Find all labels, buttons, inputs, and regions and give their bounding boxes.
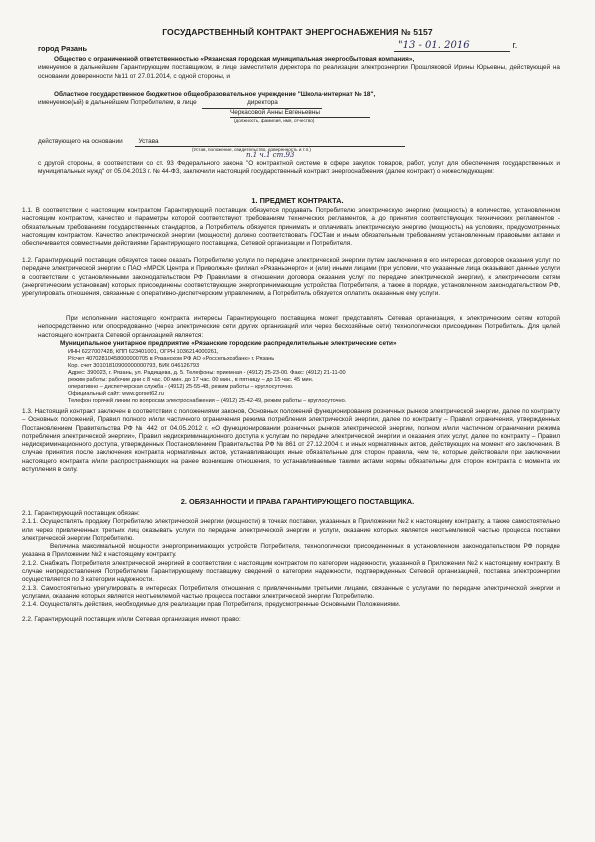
clause-2-1: 2.1. Гарантирующий поставщик обязан: <box>22 510 140 517</box>
supplier-text: именуемое в дальнейшем Гарантирующим поставщиком, в лице заместителя директора по реализации электроэнергии Прошляковой Ирины Юрьевны, действующей на основании доверенности №11 от 27.01.2014, с одной стороны, и <box>38 64 560 80</box>
clause-2-1-1: 2.1.1. Осуществлять продажу Потребителю электрической энергии (мощности) в точках поставки, указанных в Приложении №2 к настоящему контракту, а также самостоятельно или через привлеченных третьих лиц оказывать услуги по передаче электрической энергии и услуги, оказание которых является неотъемлемой частью процесса поставки электрической энергии Потребителю. <box>22 518 560 542</box>
info-line: Р/счет 40702810458000000705 в Рязанском РФ АО «Россельхозбанк» г. Рязань <box>68 356 275 362</box>
info-line: режим работы: рабочие дни с 8 час. 00 мин. до 17 час. 00 мин., в пятницу – до 15 час. 45 мин. <box>68 377 314 383</box>
info-line: оперативно – диспетчерская служба - (4912) 25-55-48, режим работы – круглосуточно. <box>68 384 294 390</box>
info-line: Кор. счет 30101810900000000793, БИК 046126793 <box>68 363 200 369</box>
section2-body <box>22 510 560 624</box>
intro-paragraph <box>38 160 560 177</box>
info-line: Официальный сайт: www.gorset62.ru <box>68 391 164 397</box>
consumer-position: директора <box>202 99 322 108</box>
section1-heading: 1. ПРЕДМЕТ КОНТРАКТА. <box>251 196 344 205</box>
city-label: город Рязань <box>38 44 88 53</box>
section2-heading: 2. ОБЯЗАННОСТИ И ПРАВА ГАРАНТИРУЮЩЕГО ПОСТАВЩИКА. <box>180 497 415 506</box>
consumer-text-prefix: именуемое(ый) в дальнейшем Потребителем, в лице <box>38 99 197 107</box>
clause-2-2: 2.2. Гарантирующий поставщик и/или Сетевая организация имеют право: <box>22 615 241 623</box>
caption-position: (должность, фамилия, имя, отчество) <box>234 117 315 123</box>
clause-1-1-text: 1.1. В соответствии с настоящим контрактом Гарантирующий поставщик обязуется продавать Потребителю электрическую энергию (мощность) в количестве, установленном настоящим контрактом, качество и параметры которой соответствуют требованиям технических регламентов, а до принятия соответствующих технических регламентов - обязательным требованиям государственных стандартов, а Потребитель обязуется принимать и оплачивать электрическую энергию (мощность) на условиях, предусмотренных настоящим контрактом. Качество электрической энергии (мощности) должно соответствовать ГОСТам и иным обязательным требованиям установленным правовыми актами и обеспечивается совместными действиями Гарантирующего поставщика, Сетевой организации и Потребителя. <box>22 207 560 248</box>
network-org-name: Муниципальное унитарное предприятие «Рязанские городские распределительные электрические сети» <box>60 340 397 347</box>
clause-1-3-text: 1.3. Настоящий контракт заключен в соответствии с положениями законов, Основных положений функционирования розничных рынков электрической энергии, далее по контракту – Основных положений, Правил полного и/или частичного ограничения режима потребления электрической энергии, далее по контракту – Правил ограничения, утвержденных Постановлением Правительства РФ № 442 от 04.05.2012 г. «О функционировании розничных рынков электрической энергии, полном и/или частичном ограничении режима потребления электрической энергии», Правил недискриминационного доступа к услугам по передаче электрической энергии и оказания этих услуг, далее по контракту – Правил недискриминационного доступа, утвержденных Постановлением Правительства РФ № 861 от 27.12.2004 г. и иных нормативных актов, действующих на момент его заключения. В случае принятия после заключения контракта нормативных актов, устанавливающих иные обязательные для сторон правила, чем те, которые действовали при заключении настоящего контракта и/или распространяющих на ранее возникшие отношения, то устанавливаемые такими актами нормы обязательны для сторон контракта с момента их вступления в силу. <box>22 408 560 474</box>
clause-1-1 <box>22 207 560 248</box>
date-suffix: г. <box>512 40 518 50</box>
clause-1-3 <box>22 408 560 474</box>
consumer-party <box>38 91 560 123</box>
contract-date <box>394 40 517 52</box>
handwritten-note: п.1 ч.1 ст.93 <box>246 151 295 159</box>
info-line: ИНН 6227007428, КПП 623401001, ОГРН 1036214000261, <box>68 349 219 355</box>
document-title: ГОСУДАРСТВЕННЫЙ КОНТРАКТ ЭНЕРГОСНАБЖЕНИЯ № 5157 <box>162 27 433 37</box>
network-org-info <box>68 349 538 405</box>
basis-label: действующего на основании <box>38 138 123 145</box>
consumer-name: Областное государственное бюджетное общеобразовательное учреждение "Школа-интернат № 18", <box>54 91 376 98</box>
clause-2-1-1b: Величина максимальной мощности энергопринимающих устройств Потребителя, технологически присоединенных в установленном законодательством РФ порядке указана в Приложении №2 к настоящему контракту. <box>22 543 560 559</box>
clause-1-2b-text: При исполнении настоящего контракта интересы Гарантирующего поставщика может представлять Сетевая организация, к электрическим сетям которой непосредственно или опосредованно (через электрические сети других организаций или через бесхозяйные сети) технологически присоединен Потребитель. Для целей настоящего контракта Сетевой организацией является: <box>38 315 560 339</box>
supplier-name: Общество с ограниченной ответственностью «Рязанская городская муниципальная энергосбытовая компания», <box>54 56 415 63</box>
clause-2-1-3: 2.1.3. Самостоятельно урегулировать в интересах Потребителя отношения с привлеченными третьими лицами, связанные с услугами по передаче электрической энергии и услугами, оказание которых является неотъемлемой частью процесса поставки электрической энергии Потребителю. <box>22 584 560 600</box>
clause-2-1-2: 2.1.2. Снабжать Потребителя электрической энергией в соответствии с настоящим контрактом по категории надежности, указанной в Приложении №2 к настоящему контракту. В случае непредоставления Потребителем Гарантирующему поставщику сведений о категории надежности, подтвержденных Сетевой организацией, поставка электроэнергии осуществляется по 3 категории надежности. <box>22 559 560 584</box>
caption-basis: (Устав, положение, свидетельство, доверенность и т.п.) <box>192 147 311 153</box>
clause-2-1-4: 2.1.4. Осуществлять действия, необходимые для реализации прав Потребителя, предусмотренные Основными Положениями. <box>22 601 401 609</box>
supplier-party <box>38 56 560 81</box>
basis-value: Устава <box>135 138 405 147</box>
info-line: Телефон горячей линии по вопросам электроснабжения – (4912) 25-42-49, режим работы – круглосуточно. <box>68 398 347 404</box>
clause-1-2 <box>22 257 560 298</box>
consumer-person: Черкасовой Анны Евгеньевны <box>230 109 370 118</box>
intro-text: с другой стороны, в соответствии со ст. 93 Федерального закона "О контрактной системе в сфере закупок товаров, работ, услуг для обеспечения государственных и муниципальных нужд" от 05.04.2013 г. № 44-ФЗ, заключили настоящий государственный контракт энергоснабжения (далее контракт) о нижеследующем: <box>38 160 560 176</box>
info-line: Адрес: 390023, г. Рязань, ул. Радищева, д. 5. Телефоны: приемная - (4912) 25-23-00. Факс: (4912) 21-11-00 <box>68 370 346 376</box>
clause-1-2-network <box>38 315 560 340</box>
clause-1-2-text: 1.2. Гарантирующий поставщик обязуется также оказать Потребителю услуги по передаче электрической энергии путем заключения в его интересах договоров оказания услуг по передаче электрической энергии с ПАО «МРСК Центра и Приволжья» филиал «Рязаньэнерго» и (или) иными лицами (при условии, что указанные лица оказывают данные услуги в соответствии с установленными законодательством РФ Правилами в отношении договора оказания услуг по передаче электрической энергии), к электрическим сетям (энергетическим установкам) которых присоединены соответствующие энергопринимающие устройства Потребителя, а также в порядке, установленном законодательством РФ, урегулировать отношения, связанные с оперативно-диспетчерским управлением, а Потребитель обязуется оплатить оказанные ему услуги. <box>22 257 560 298</box>
basis-row <box>38 138 560 153</box>
handwritten-date: "13 - 01. 2016 <box>394 40 510 52</box>
